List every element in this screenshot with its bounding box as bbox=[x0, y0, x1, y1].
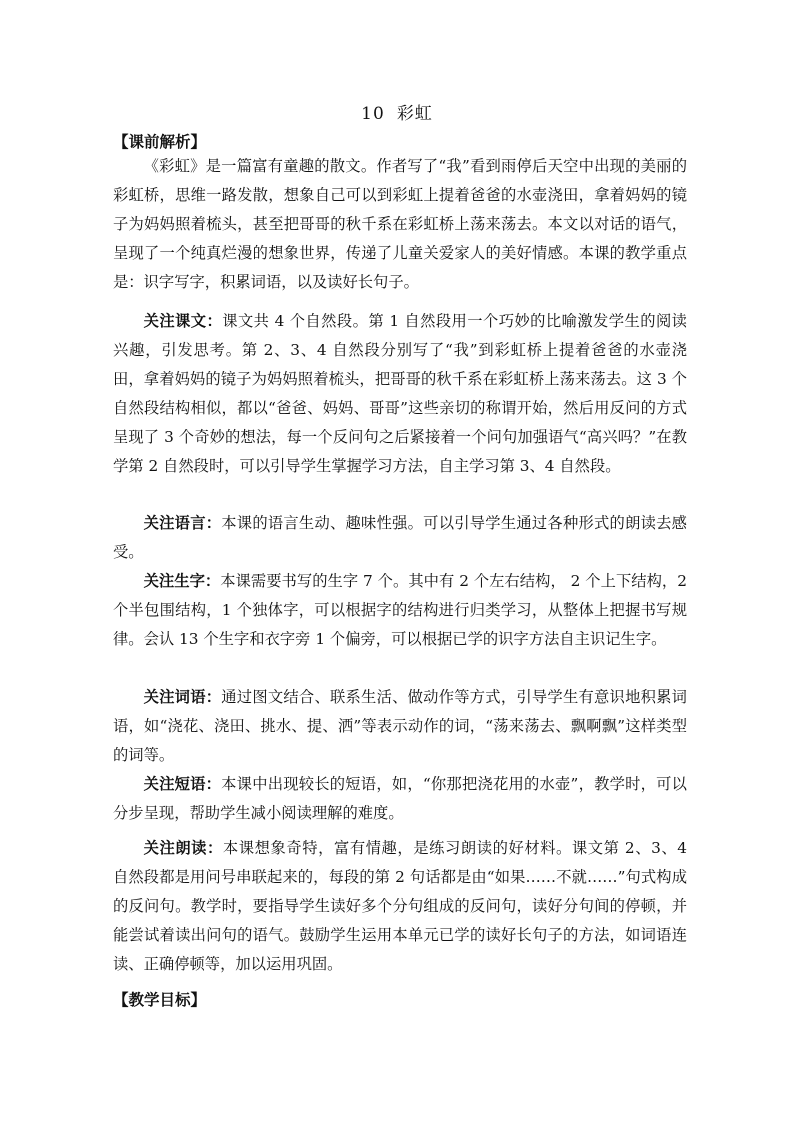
intro-paragraph: 《彩虹》是一篇富有童趣的散文。作者写了“我”看到雨停后天空中出现的美丽的彩虹桥，思维一路发散，想象自己可以到彩虹上提着爸爸的水壶浇田，拿着妈妈的镜子为妈妈照着梳头，甚至把哥哥的秋千系在彩虹桥上荡来荡去。本文以对话的语气，呈现了一个纯真烂漫的想象世界，传递了儿童关爱家人的美好情感。本课的教学重点是：识字写字，积累词语，以及读好长句子。 bbox=[113, 157, 687, 291]
focus-language-paragraph bbox=[113, 509, 687, 567]
focus-characters-paragraph bbox=[113, 567, 687, 654]
focus-text-body: 课文共 4 个自然段。第 1 自然段用一个巧妙的比喻激发学生的阅读兴趣，引发思考。第 2、3、4 自然段分别写了“我”到彩虹桥上提着爸爸的水壶浇田，拿着妈妈的镜子为妈妈照着梳头，把哥哥的秋千系在彩虹桥上荡来荡去。这 3 个自然段结构相似，都以“爸爸、妈妈、哥哥”这些亲切的称谓开始，然后用反问的方式呈现了 3 个奇妙的想法，每一个反问句之后紧接着一个问句加强语气“高兴吗？”在教学第 2 自然段时，可以引导学生掌握学习方法，自主学习第 3、4 自然段。 bbox=[113, 312, 687, 475]
focus-phrases-body: 本课中出现较长的短语，如，“你那把浇花用的水壶”，教学时，可以分步呈现，帮助学生减小阅读理解的难度。 bbox=[113, 775, 687, 822]
focus-phrases-lead: 关注短语： bbox=[143, 775, 222, 793]
focus-words-paragraph bbox=[113, 683, 687, 770]
lesson-name: 彩虹 bbox=[396, 104, 433, 124]
section-heading-teaching-goals: 【教学目标】 bbox=[113, 991, 207, 1009]
focus-words-lead: 关注词语： bbox=[143, 688, 222, 706]
focus-language-lead: 关注语言： bbox=[143, 514, 222, 532]
focus-text-paragraph bbox=[113, 307, 687, 481]
lesson-title bbox=[0, 103, 794, 125]
focus-text-lead: 关注课文： bbox=[143, 312, 223, 330]
lesson-number: 10 bbox=[361, 104, 385, 124]
focus-phrases-paragraph bbox=[113, 770, 687, 828]
focus-language-body: 本课的语言生动、趣味性强。可以引导学生通过各种形式的朗读去感受。 bbox=[113, 514, 687, 561]
section-heading-pre-lesson: 【课前解析】 bbox=[113, 133, 207, 151]
focus-reading-body: 本课想象奇特，富有情趣，是练习朗读的好材料。课文第 2、3、4 自然段都是用问号串联起来的，每段的第 2 句话都是由“如果……不就……”句式构成的反问句。教学时，要指导学生读好多个分句组成的反问句，读好分句间的停顿，并能尝试着读出问句的语气。鼓励学生运用本单元已学的读好长句子的方法，如词语连读、正确停顿等，加以运用巩固。 bbox=[113, 839, 687, 973]
focus-reading-lead: 关注朗读： bbox=[143, 839, 223, 857]
focus-characters-body: 本课需要书写的生字 7 个。其中有 2 个左右结构， 2 个上下结构，2 个半包围结构，1 个独体字，可以根据字的结构进行归类学习，从整体上把握书写规律。会认 13 个生字和衣字旁 1 个偏旁，可以根据已学的识字方法自主识记生字。 bbox=[113, 572, 687, 648]
focus-words-body: 通过图文结合、联系生活、做动作等方式，引导学生有意识地积累词语，如“浇花、浇田、挑水、提、洒”等表示动作的词，“荡来荡去、飘啊飘”这样类型的词等。 bbox=[113, 688, 687, 764]
focus-reading-paragraph bbox=[113, 834, 687, 979]
focus-characters-lead: 关注生字： bbox=[143, 572, 221, 590]
